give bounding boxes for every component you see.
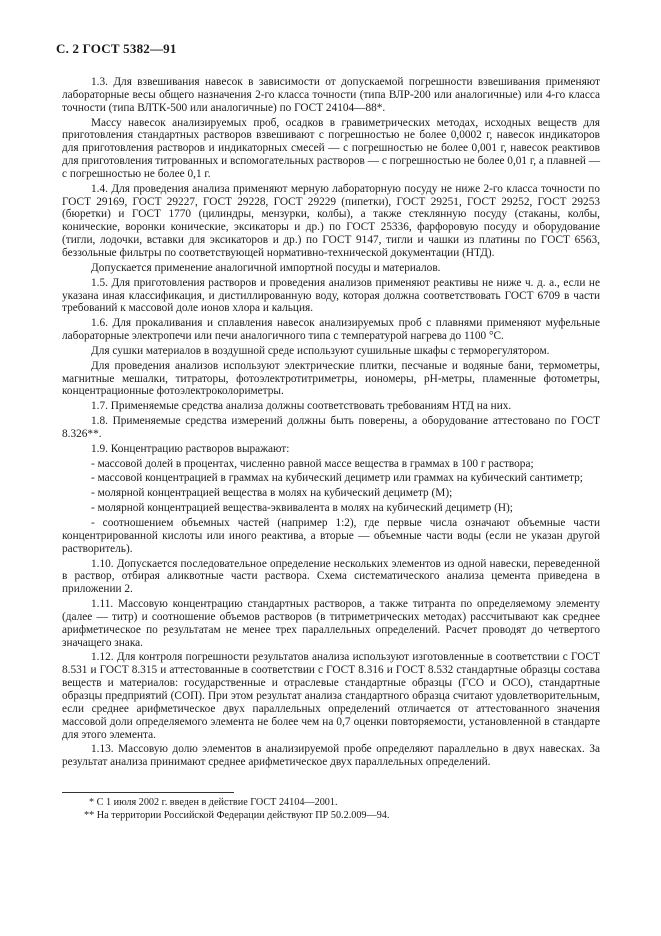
body-text xyxy=(62,76,600,769)
paragraph-1-12: 1.12. Для контроля погрешности результатов анализа используют изготовленные в соответствии с ГОСТ 8.531 и ГОСТ 8.315 и аттестованные в соответствии с ГОСТ 8.316 и ГОСТ 8.532 стандартные образцы состава веществ и материалов: государственные и отраслевые стандартные образцы (ГСО и ОСО), стандартные образцы предприятий (СОП). При этом результат анализа стандартного образца считают удовлетворительным, если среднее арифметическое двух параллельных определений отличается от аттестованного значения массовой доли определяемого элемента не более чем на 0,7 оценки повторяемости, установленной в стандарте для этого элемента. xyxy=(62,651,600,741)
paragraph-1-11: 1.11. Массовую концентрацию стандартных растворов, а также титранта по определяемому элементу (далее — титр) и соотношение объемов растворов (в титриметрических методах) рассчитывают как среднее арифметическое по результатам не менее трех параллельных определений. Расчет проводят до четвертого значащего знака. xyxy=(62,598,600,649)
running-head: С. 2 ГОСТ 5382—91 xyxy=(56,41,177,56)
paragraph-1-6: 1.6. Для прокаливания и сплавления навесок анализируемых проб с плавнями применяют муфельные лабораторные электропечи или печи аналогичного типа с температурой нагрева до 1100 °С. xyxy=(62,317,600,343)
footnote-1: * С 1 июля 2002 г. введен в действие ГОСТ 24104—2001. xyxy=(89,797,338,808)
paragraph-1-3: 1.3. Для взвешивания навесок в зависимости от допускаемой погрешности взвешивания применяют лабораторные весы общего назначения 2-го класса точности (типа ВЛР-200 или аналогичные) или 4-го класса точности (типа ВЛТК-500 или аналогичные) по ГОСТ 24104—88*. xyxy=(62,76,600,114)
list-item-volume-ratio: - соотношением объемных частей (например 1:2), где первые числа означают объемные части концентрированной кислоты или иного реактива, а вторые — объемные части воды (если не указан другой растворитель). xyxy=(62,517,600,555)
list-item-mass-concentration: - массовой концентрацией в граммах на кубический дециметр или граммах на кубический сантиметр; xyxy=(91,472,583,485)
paragraph-1-5: 1.5. Для приготовления растворов и проведения анализов применяют реактивы не ниже ч. д. а., если не указана иная классификация, и дистиллированную воду, которая должна соответствовать ГОСТ 6709 в части требований к массовой доле ионов хлора и кальция. xyxy=(62,276,600,315)
footnote-2: ** На территории Российской Федерации действуют ПР 50.2.009—94. xyxy=(84,810,390,821)
footnote-divider xyxy=(62,792,234,793)
paragraph-1-4: 1.4. Для проведения анализа применяют мерную лабораторную посуду не ниже 2-го класса точности по ГОСТ 29169, ГОСТ 29227, ГОСТ 29228, ГОСТ 29229 (пипетки), ГОСТ 29251, ГОСТ 29252, ГОСТ 29253 (бюретки) и ГОСТ 1770 (цилиндры, мензурки, колбы), а также стеклянную посуду (стаканы, колбы, конические, воронки конические, эксикаторы и др.) по ГОСТ 25336, фарфоровую посуду и оборудование (тигли, лодочки, вставки для эксикаторов и др.) по ГОСТ 9147, тигли и чашки из платины по ГОСТ 6563, беззольные фильтры по соответствующей нормативно-технической документации (НТД). xyxy=(62,182,600,259)
paragraph-1-8: 1.8. Применяемые средства измерений должны быть поверены, а оборудование аттестовано по ГОСТ 8.326**. xyxy=(62,415,600,440)
footnotes xyxy=(62,796,600,822)
paragraph-1-13: 1.13. Массовую долю элементов в анализируемой пробе определяют параллельно в двух навесках. За результат анализа принимают среднее арифметическое двух параллельных определений. xyxy=(62,743,600,769)
paragraph-drying: Для сушки материалов в воздушной среде используют сушильные шкафы с терморегулятором. xyxy=(91,344,550,357)
paragraph-1-7: 1.7. Применяемые средства анализа должны соответствовать требованиям НТД на них. xyxy=(91,400,512,413)
list-item-molar-concentration: - молярной концентрацией вещества в молях на кубический дециметр (М); xyxy=(91,487,453,500)
paragraph-1-10: 1.10. Допускается последовательное определение нескольких элементов из одной навески, переведенной в раствор, отбирая аликвотные части раствора. Схема систематического анализа цемента приведена в приложении 2. xyxy=(62,557,600,596)
list-item-mass-fraction: - массовой долей в процентах, численно равной массе вещества в граммах в 100 г раствора; xyxy=(91,457,534,470)
paragraph-1-9: 1.9. Концентрацию растворов выражают: xyxy=(91,442,290,455)
list-item-equivalent-concentration: - молярной концентрацией вещества-эквивалента в молях на кубический дециметр (Н); xyxy=(91,502,513,515)
paragraph-imported-glassware: Допускается применение аналогичной импортной посуды и материалов. xyxy=(91,261,441,274)
paragraph-equipment: Для проведения анализов используют электрические плитки, песчаные и водяные бани, термометры, магнитные мешалки, титраторы, фотоэлектротитриметры, иономеры, pH-метры, пламенные фотометры, концентрационные фотоэлектроколориметры. xyxy=(62,359,600,398)
paragraph-weighing-precision: Массу навесок анализируемых проб, осадков в гравиметрических методах, исходных веществ для приготовления стандартных растворов взвешивают с погрешностью не более 0,0002 г, навесок индикаторов для приготовления растворов и индикаторных смесей — с погрешностью не более 0,001 г, навесок реактивов для приготовления титрованных и вспомогательных растворов — с погрешностью не более 0,01 г, а плавней — с погрешностью не более 0,1 г. xyxy=(62,116,601,180)
